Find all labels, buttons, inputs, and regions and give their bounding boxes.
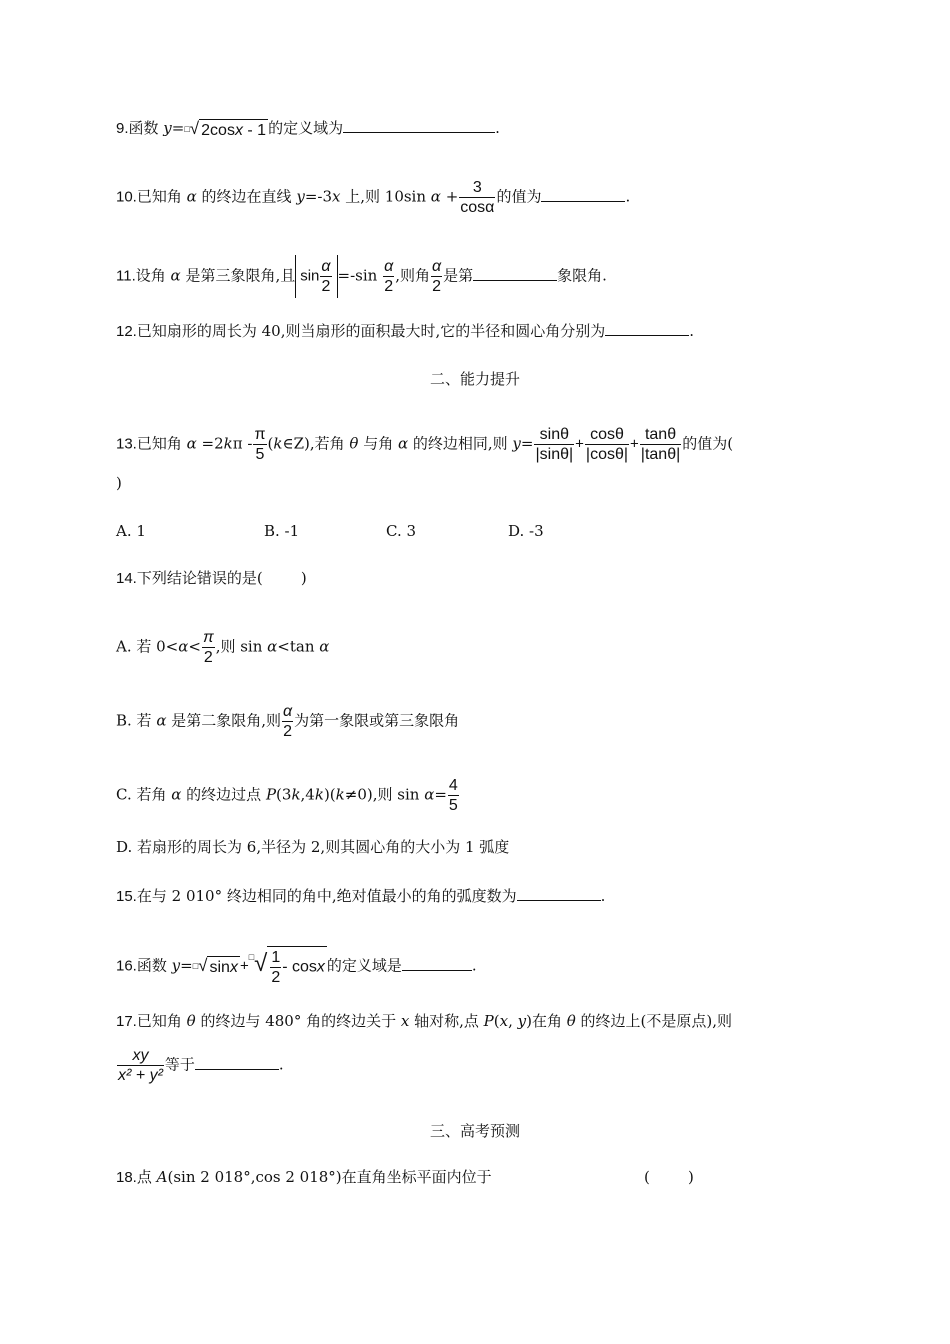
fraction: $\frac{\sin\theta}{|\sin\theta|}$ (535, 426, 574, 463)
answer-blank[interactable] (541, 187, 625, 202)
option-14-c[interactable]: C. 若角 α 的终边过点 P(3k,4k)(k≠0),则 sin α= $\frac{4}{5}$ (116, 777, 458, 814)
question-number: 11. (116, 267, 136, 285)
question-number: 18. (116, 1169, 137, 1186)
question-11: 11.设角 α 是第三象限角,且 sin $\frac{\alpha}{2}$ =-sin $\frac{\alpha}{2}$ ,则角 $\frac{\alpha}{2}$ 是第 象限角. (116, 255, 607, 298)
question-number: 17. (116, 1013, 137, 1030)
section-heading: 三、高考预测 (429, 1122, 520, 1140)
absolute-value: sin $\frac{\alpha}{2}$ (295, 255, 337, 298)
fraction: $\frac{xy}{\text{x² + y²}}$ (118, 1047, 163, 1084)
question-number: 14. (116, 570, 137, 587)
square-root: □√ $\frac{1}{2}$ - cosx (249, 946, 327, 987)
question-13-close: ) (116, 474, 122, 492)
question-12: 12.已知扇形的周长为 40,则当扇形的面积最大时,它的半径和圆心角分别为 . (116, 322, 695, 340)
question-15: 15.在与 2 010° 终边相同的角中,绝对值最小的角的弧度数为 . (116, 887, 606, 905)
fraction: $\frac{\cos\theta}{|\cos\theta|}$ (585, 426, 629, 463)
fraction: $\frac{\alpha}{2}$ (432, 258, 442, 295)
option-14-d[interactable]: D. 若扇形的周长为 6,半径为 2,则其圆心角的大小为 1 弧度 (116, 838, 510, 856)
section-heading: 二、能力提升 (429, 370, 520, 388)
fraction: $\frac{\alpha}{2}$ (384, 258, 394, 295)
option-d[interactable]: D. -3 (508, 522, 544, 540)
fraction: $\frac{3}{\cos\alpha}$ (460, 179, 495, 216)
question-10: 10.已知角 α 的终边在直线 y=-3x 上,则 10sin α + $\frac{3}{\cos\alpha}$ 的值为 . (116, 179, 631, 216)
question-number: 9. (116, 120, 129, 137)
fraction: $\frac{\pi}{2}$ (202, 629, 214, 666)
answer-blank[interactable] (195, 1055, 279, 1070)
question-17: 17.已知角 θ 的终边与 480° 角的终边关于 x 轴对称,点 P(x, y)在角 θ 的终边上(不是原点),则 (116, 1012, 733, 1030)
question-17-cont: $\frac{xy}{\text{x² + y²}}$ 等于 . (118, 1047, 284, 1084)
square-root: □√ sinx (192, 956, 238, 977)
fraction: $\frac{\pi}{5}$ (254, 426, 266, 463)
question-16: 16.函数 y=□√ sinx +□√ $\frac{1}{2}$ - cosx 的定义域是 . (116, 946, 477, 987)
question-18: 18.点 A(sin 2 018°,cos 2 018°)在直角坐标平面内位于 ( ) (116, 1168, 694, 1186)
option-a[interactable]: A. 1 (116, 522, 146, 540)
fraction: $\frac{\tan\theta}{|\tan\theta|}$ (640, 426, 681, 463)
question-number: 10. (116, 188, 137, 206)
square-root: □√ 2cosx - 1 (184, 118, 267, 139)
question-number: 16. (116, 957, 137, 975)
answer-blank[interactable] (517, 886, 601, 901)
option-14-a[interactable]: A. 若 0<α< $\frac{\pi}{2}$ ,则 sin α<tan α (116, 629, 330, 666)
answer-blank[interactable] (605, 321, 689, 336)
question-number: 12. (116, 323, 137, 340)
answer-blank[interactable] (402, 956, 472, 971)
question-13: 13.已知角 α =2kπ - $\frac{\pi}{5}$ (k∈Z),若角 θ 与角 α 的终边相同,则 y= $\frac{\sin\theta}{|\sin\theta|}$ + $\frac{\cos\theta}{|\cos\theta|}$ + $\frac{\tan\theta}{|\tan\theta|}$ 的值为( (116, 426, 734, 463)
fraction: $\frac{\alpha}{2}$ (283, 703, 293, 740)
question-14: 14.下列结论错误的是( ) (116, 569, 307, 587)
answer-blank[interactable] (473, 266, 557, 281)
answer-blank[interactable] (343, 118, 495, 133)
option-b[interactable]: B. -1 (264, 522, 300, 540)
question-number: 15. (116, 888, 137, 905)
fraction: $\frac{4}{5}$ (448, 777, 458, 814)
question-number: 13. (116, 435, 137, 453)
answer-paren[interactable]: ( ) (644, 1168, 694, 1186)
question-9: 9.函数 y=□√ 2cosx - 1 的定义域为 . (116, 118, 500, 139)
options-13 (116, 520, 616, 542)
option-14-b[interactable]: B. 若 α 是第二象限角,则 $\frac{\alpha}{2}$ 为第一象限或第三象限角 (116, 703, 460, 740)
option-c[interactable]: C. 3 (386, 522, 417, 540)
